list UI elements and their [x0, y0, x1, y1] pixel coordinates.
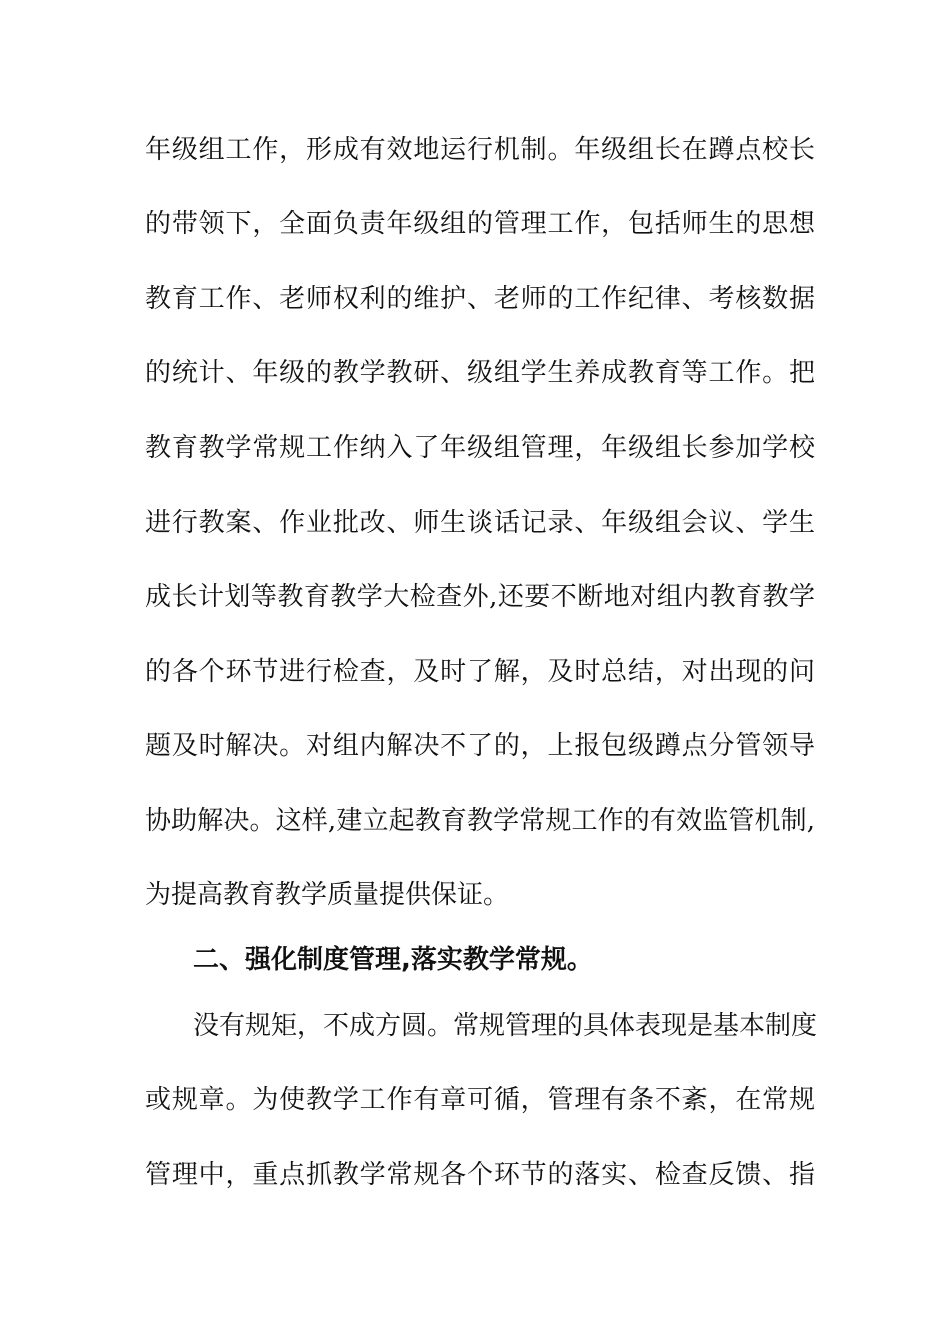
text-line: 或规章。为使教学工作有章可循，管理有条不紊，在常规 — [145, 1085, 815, 1115]
text-line: 成长计划等教育教学大检查外,还要不断地对组内教育教学 — [145, 582, 815, 612]
text-line: 的统计、年级的教学教研、级组学生养成教育等工作。把 — [145, 358, 815, 388]
text-line: 教育工作、老师权利的维护、老师的工作纪律、考核数据 — [145, 284, 815, 314]
text-line: 为提高教育教学质量提供保证。 — [145, 880, 510, 910]
text-line: 的带领下，全面负责年级组的管理工作，包括师生的思想 — [145, 209, 815, 239]
text-line: 协助解决。这样,建立起教育教学常规工作的有效监管机制, — [145, 806, 815, 836]
text-line: 的各个环节进行检查，及时了解，及时总结，对出现的问 — [145, 657, 815, 687]
text-line: 进行教案、作业批改、师生谈话记录、年级组会议、学生 — [145, 508, 815, 538]
text-line: 管理中，重点抓教学常规各个环节的落实、检查反馈、指 — [145, 1160, 815, 1190]
text-line: 题及时解决。对组内解决不了的，上报包级蹲点分管领导 — [145, 731, 815, 761]
text-line: 没有规矩，不成方圆。常规管理的具体表现是基本制度 — [193, 1011, 818, 1041]
text-line: 年级组工作，形成有效地运行机制。年级组长在蹲点校长 — [145, 135, 815, 165]
section-heading: 二、强化制度管理,落实教学常规。 — [193, 945, 593, 975]
text-line: 教育教学常规工作纳入了年级组管理，年级组长参加学校 — [145, 433, 815, 463]
